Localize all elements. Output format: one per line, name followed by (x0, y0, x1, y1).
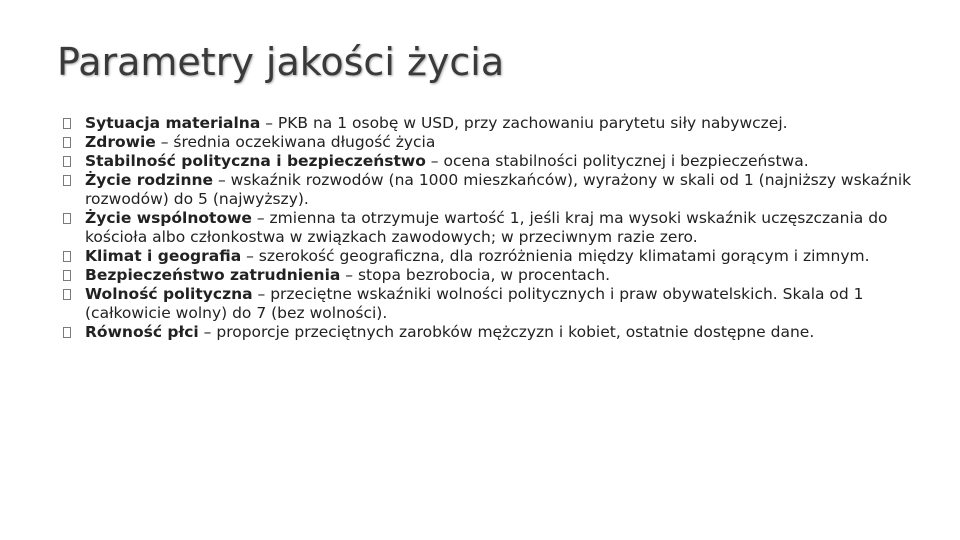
list-item (63, 209, 923, 247)
bullet-square-icon (63, 289, 71, 300)
item-term: Bezpieczeństwo zatrudnienia (85, 266, 341, 284)
item-term: Stabilność polityczna i bezpieczeństwo (85, 152, 426, 170)
item-description: – proporcje przeciętnych zarobków mężczyzn i kobiet, ostatnie dostępne dane. (198, 323, 815, 341)
item-term: Równość płci (85, 323, 199, 341)
item-description: – wskaźnik rozwodów (na 1000 mieszkańców), wyrażony w skali od 1 (najniższy wskaźnik rozwodów) do 5 (najwyższy). (85, 171, 912, 208)
item-description: – zmienna ta otrzymuje wartość 1, jeśli kraj ma wysoki wskaźnik uczęszczania do kościoła albo członkostwa w związkach zawodowych; w przeciwnym razie zero. (85, 209, 888, 246)
item-term: Wolność polityczna (85, 285, 253, 303)
list-item (63, 266, 923, 285)
list-item (63, 247, 923, 266)
bullet-list (63, 114, 923, 342)
list-item (63, 323, 923, 342)
list-item (63, 114, 923, 133)
bullet-square-icon (63, 251, 71, 262)
item-term: Sytuacja materialna (85, 114, 261, 132)
item-description: – szerokość geograficzna, dla rozróżnienia między klimatami gorącym i zimnym. (241, 247, 870, 265)
item-term: Życie rodzinne (85, 171, 214, 189)
item-description: – ocena stabilności politycznej i bezpieczeństwa. (425, 152, 809, 170)
list-item (63, 152, 923, 171)
slide-title: Parametry jakości życia (57, 40, 505, 84)
bullet-square-icon (63, 270, 71, 281)
list-item (63, 171, 923, 209)
item-description: – średnia oczekiwana długość życia (155, 133, 436, 151)
bullet-square-icon (63, 175, 71, 186)
bullet-square-icon (63, 156, 71, 167)
item-description: – przeciętne wskaźniki wolności politycznych i praw obywatelskich. Skala od 1 (całkowicie wolny) do 7 (bez wolności). (85, 285, 864, 322)
bullet-square-icon (63, 118, 71, 129)
item-description: – PKB na 1 osobę w USD, przy zachowaniu parytetu siły nabywczej. (260, 114, 788, 132)
item-term: Zdrowie (85, 133, 156, 151)
list-item (63, 133, 923, 152)
bullet-square-icon (63, 327, 71, 338)
item-term: Klimat i geografia (85, 247, 242, 265)
bullet-square-icon (63, 213, 71, 224)
item-term: Życie wspólnotowe (85, 209, 252, 227)
bullet-square-icon (63, 137, 71, 148)
item-description: – stopa bezrobocia, w procentach. (340, 266, 611, 284)
list-item (63, 285, 923, 323)
